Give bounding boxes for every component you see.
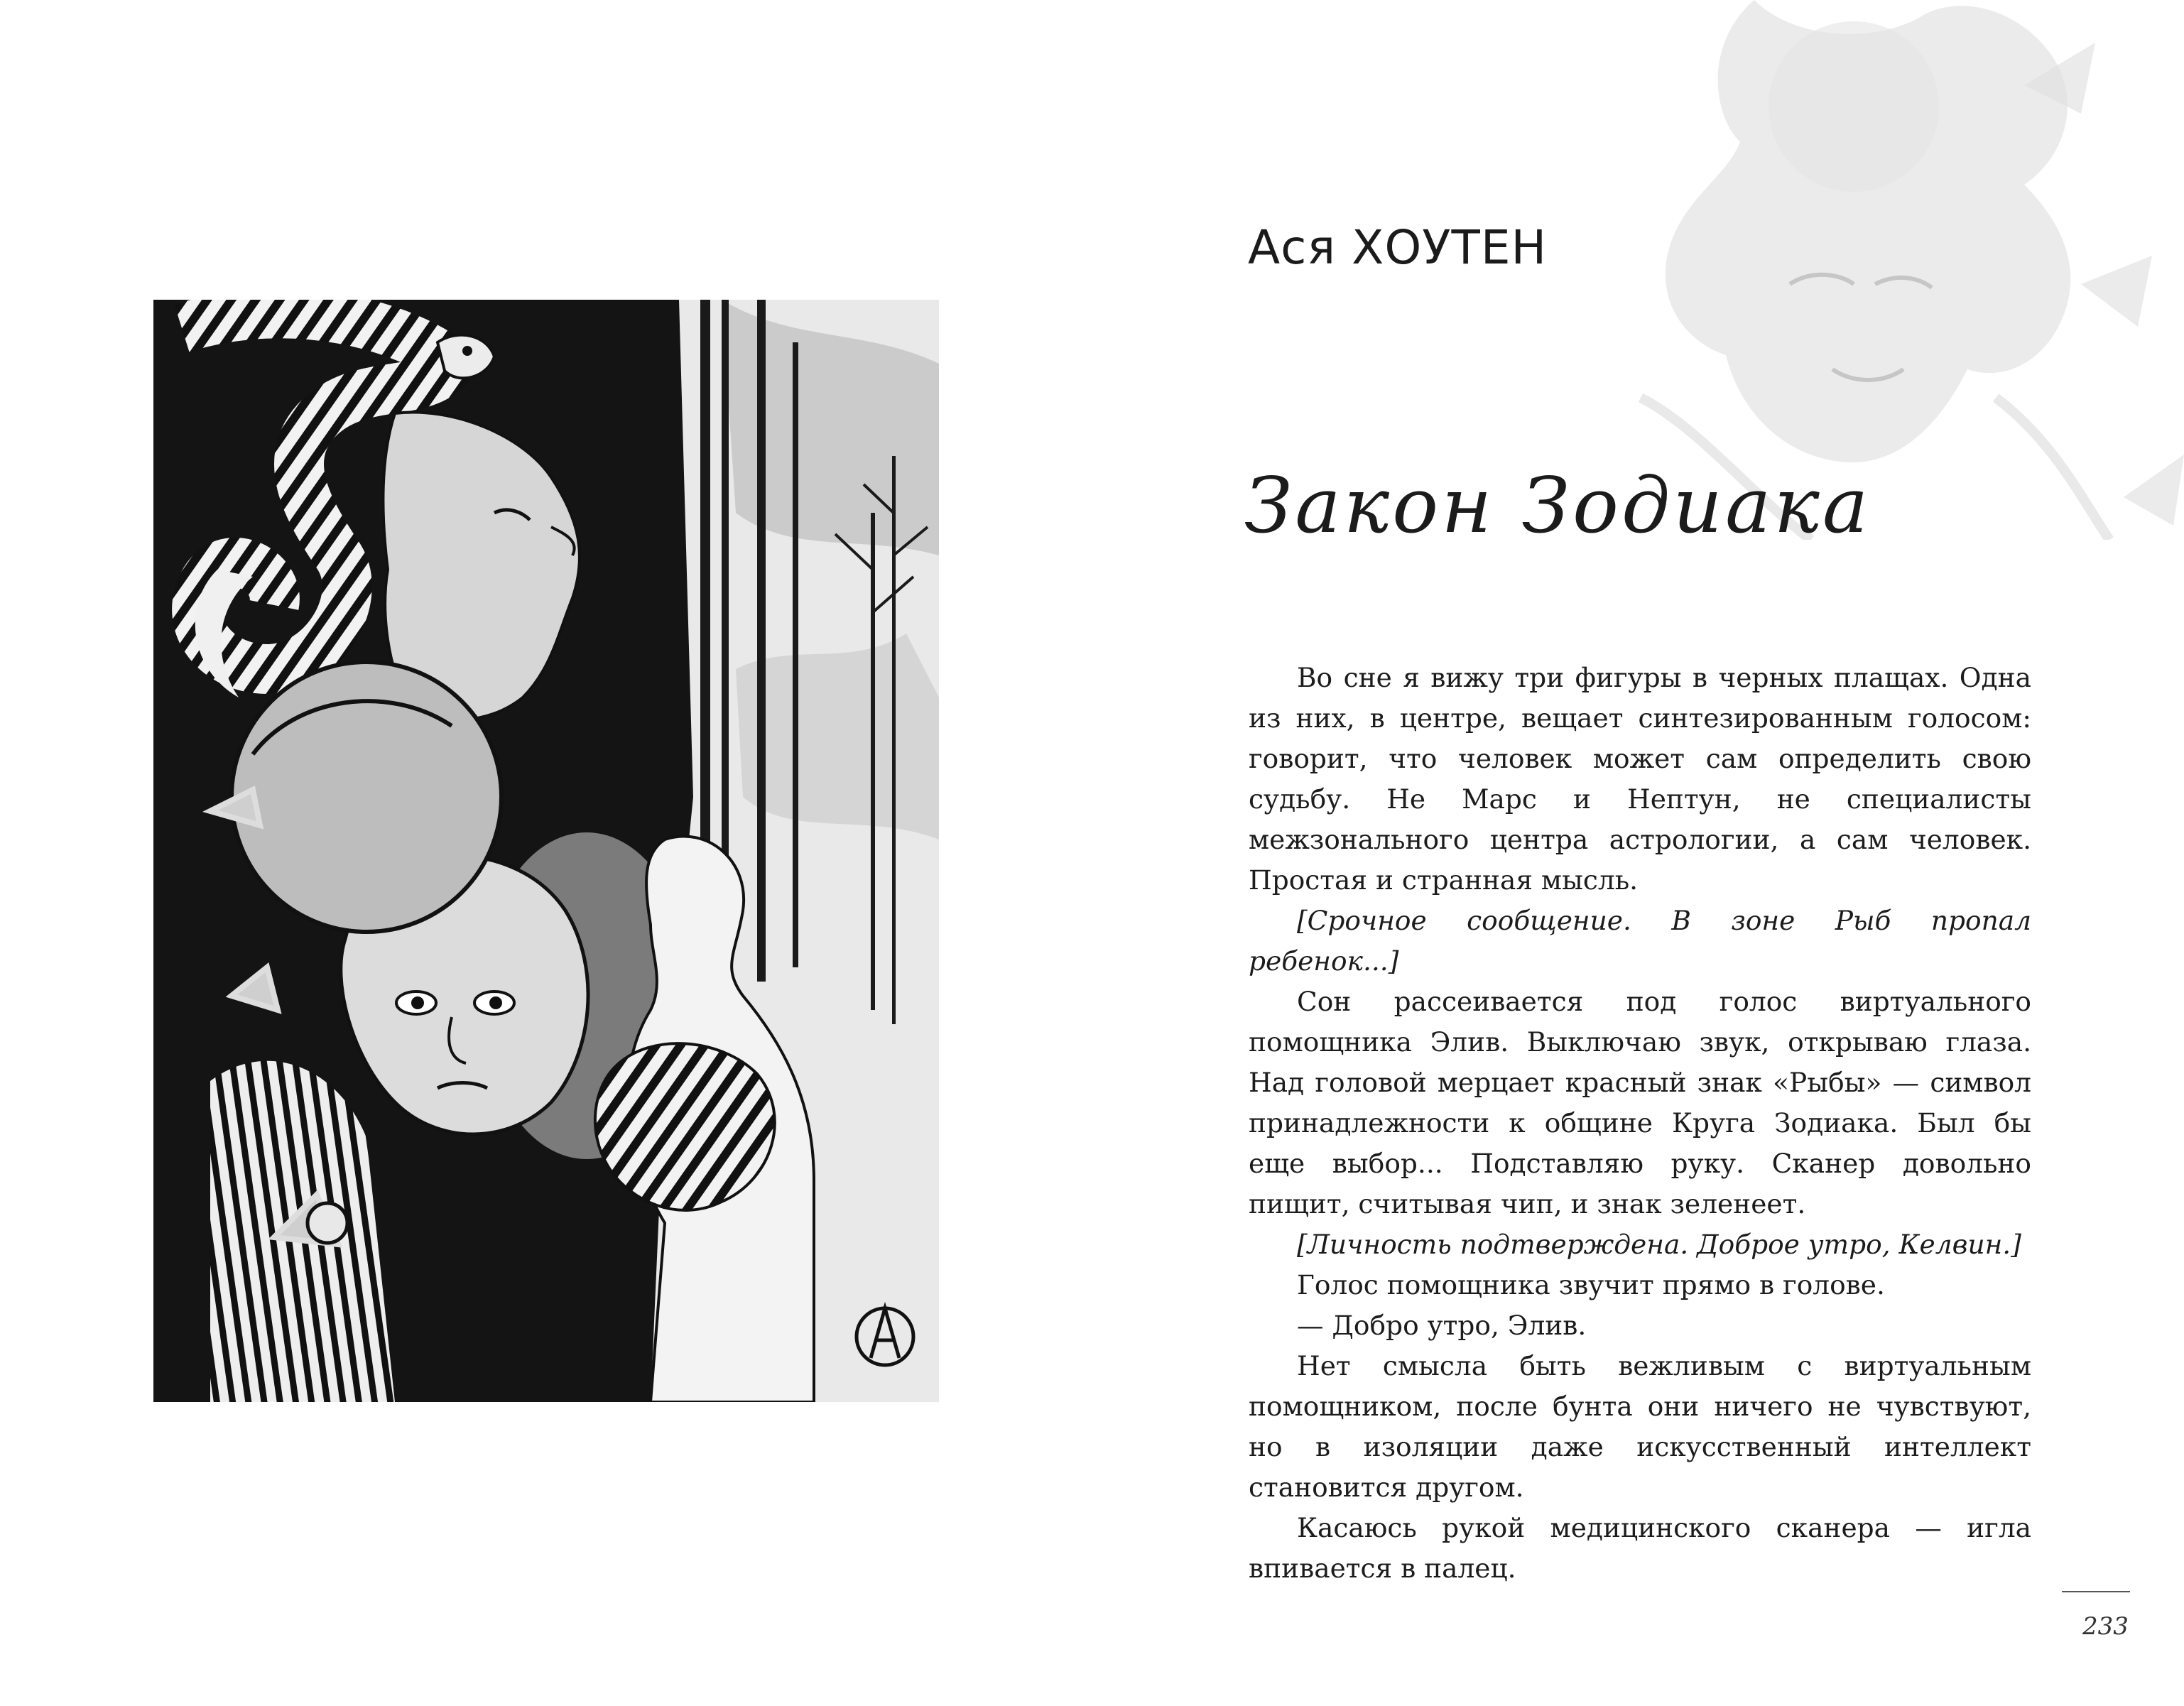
illustration-artwork [153,300,939,1402]
paragraph-message: [Срочное сообщение. В зоне Рыб пропал ребенок...] [1249,905,2031,977]
paragraph: Голос помощника звучит прямо в голове. [1297,1269,1885,1300]
page-number: 233 [2082,1612,2129,1641]
paragraph-message: [Личность подтверждена. Доброе утро, Келвин.] [1297,1229,2021,1260]
story-title: Закон Зодиака [1244,462,1871,550]
paragraph-dialogue: — Добро утро, Элив. [1297,1310,1587,1341]
illustration-image [153,300,939,1402]
paragraph: Касаюсь рукой медицинского сканера — игла впивается в палец. [1249,1512,2031,1584]
paragraph: Нет смысла быть вежливым с виртуальным помощником, после бунта они ничего не чувствуют, но в изоляции даже искусственный интеллект становится другом. [1249,1350,2031,1503]
decorative-watermark [1626,0,2184,540]
author-name: Ася ХОУТЕН [1248,220,1548,275]
story-body [1249,658,2031,1589]
paragraph: Во сне я вижу три фигуры в черных плащах. Одна из них, в центре, вещает синтезированным голосом: говорит, что человек может сам определить свою судьбу. Не Марс и Нептун, не специалисты межзонального центра астрологии, а сам человек. Простая и странная мысль. [1249,662,2031,896]
watermark-artwork [1626,0,2184,540]
page-number-rule [2062,1591,2130,1592]
paragraph: Сон рассеивается под голос виртуального помощника Элив. Выключаю звук, открываю глаза. Над головой мерцает красный знак «Рыбы» — символ принадлежности к общине Круга Зодиака. Был бы еще выбор... Подставляю руку. Сканер довольно пищит, считывая чип, и знак зеленеет. [1249,986,2031,1219]
